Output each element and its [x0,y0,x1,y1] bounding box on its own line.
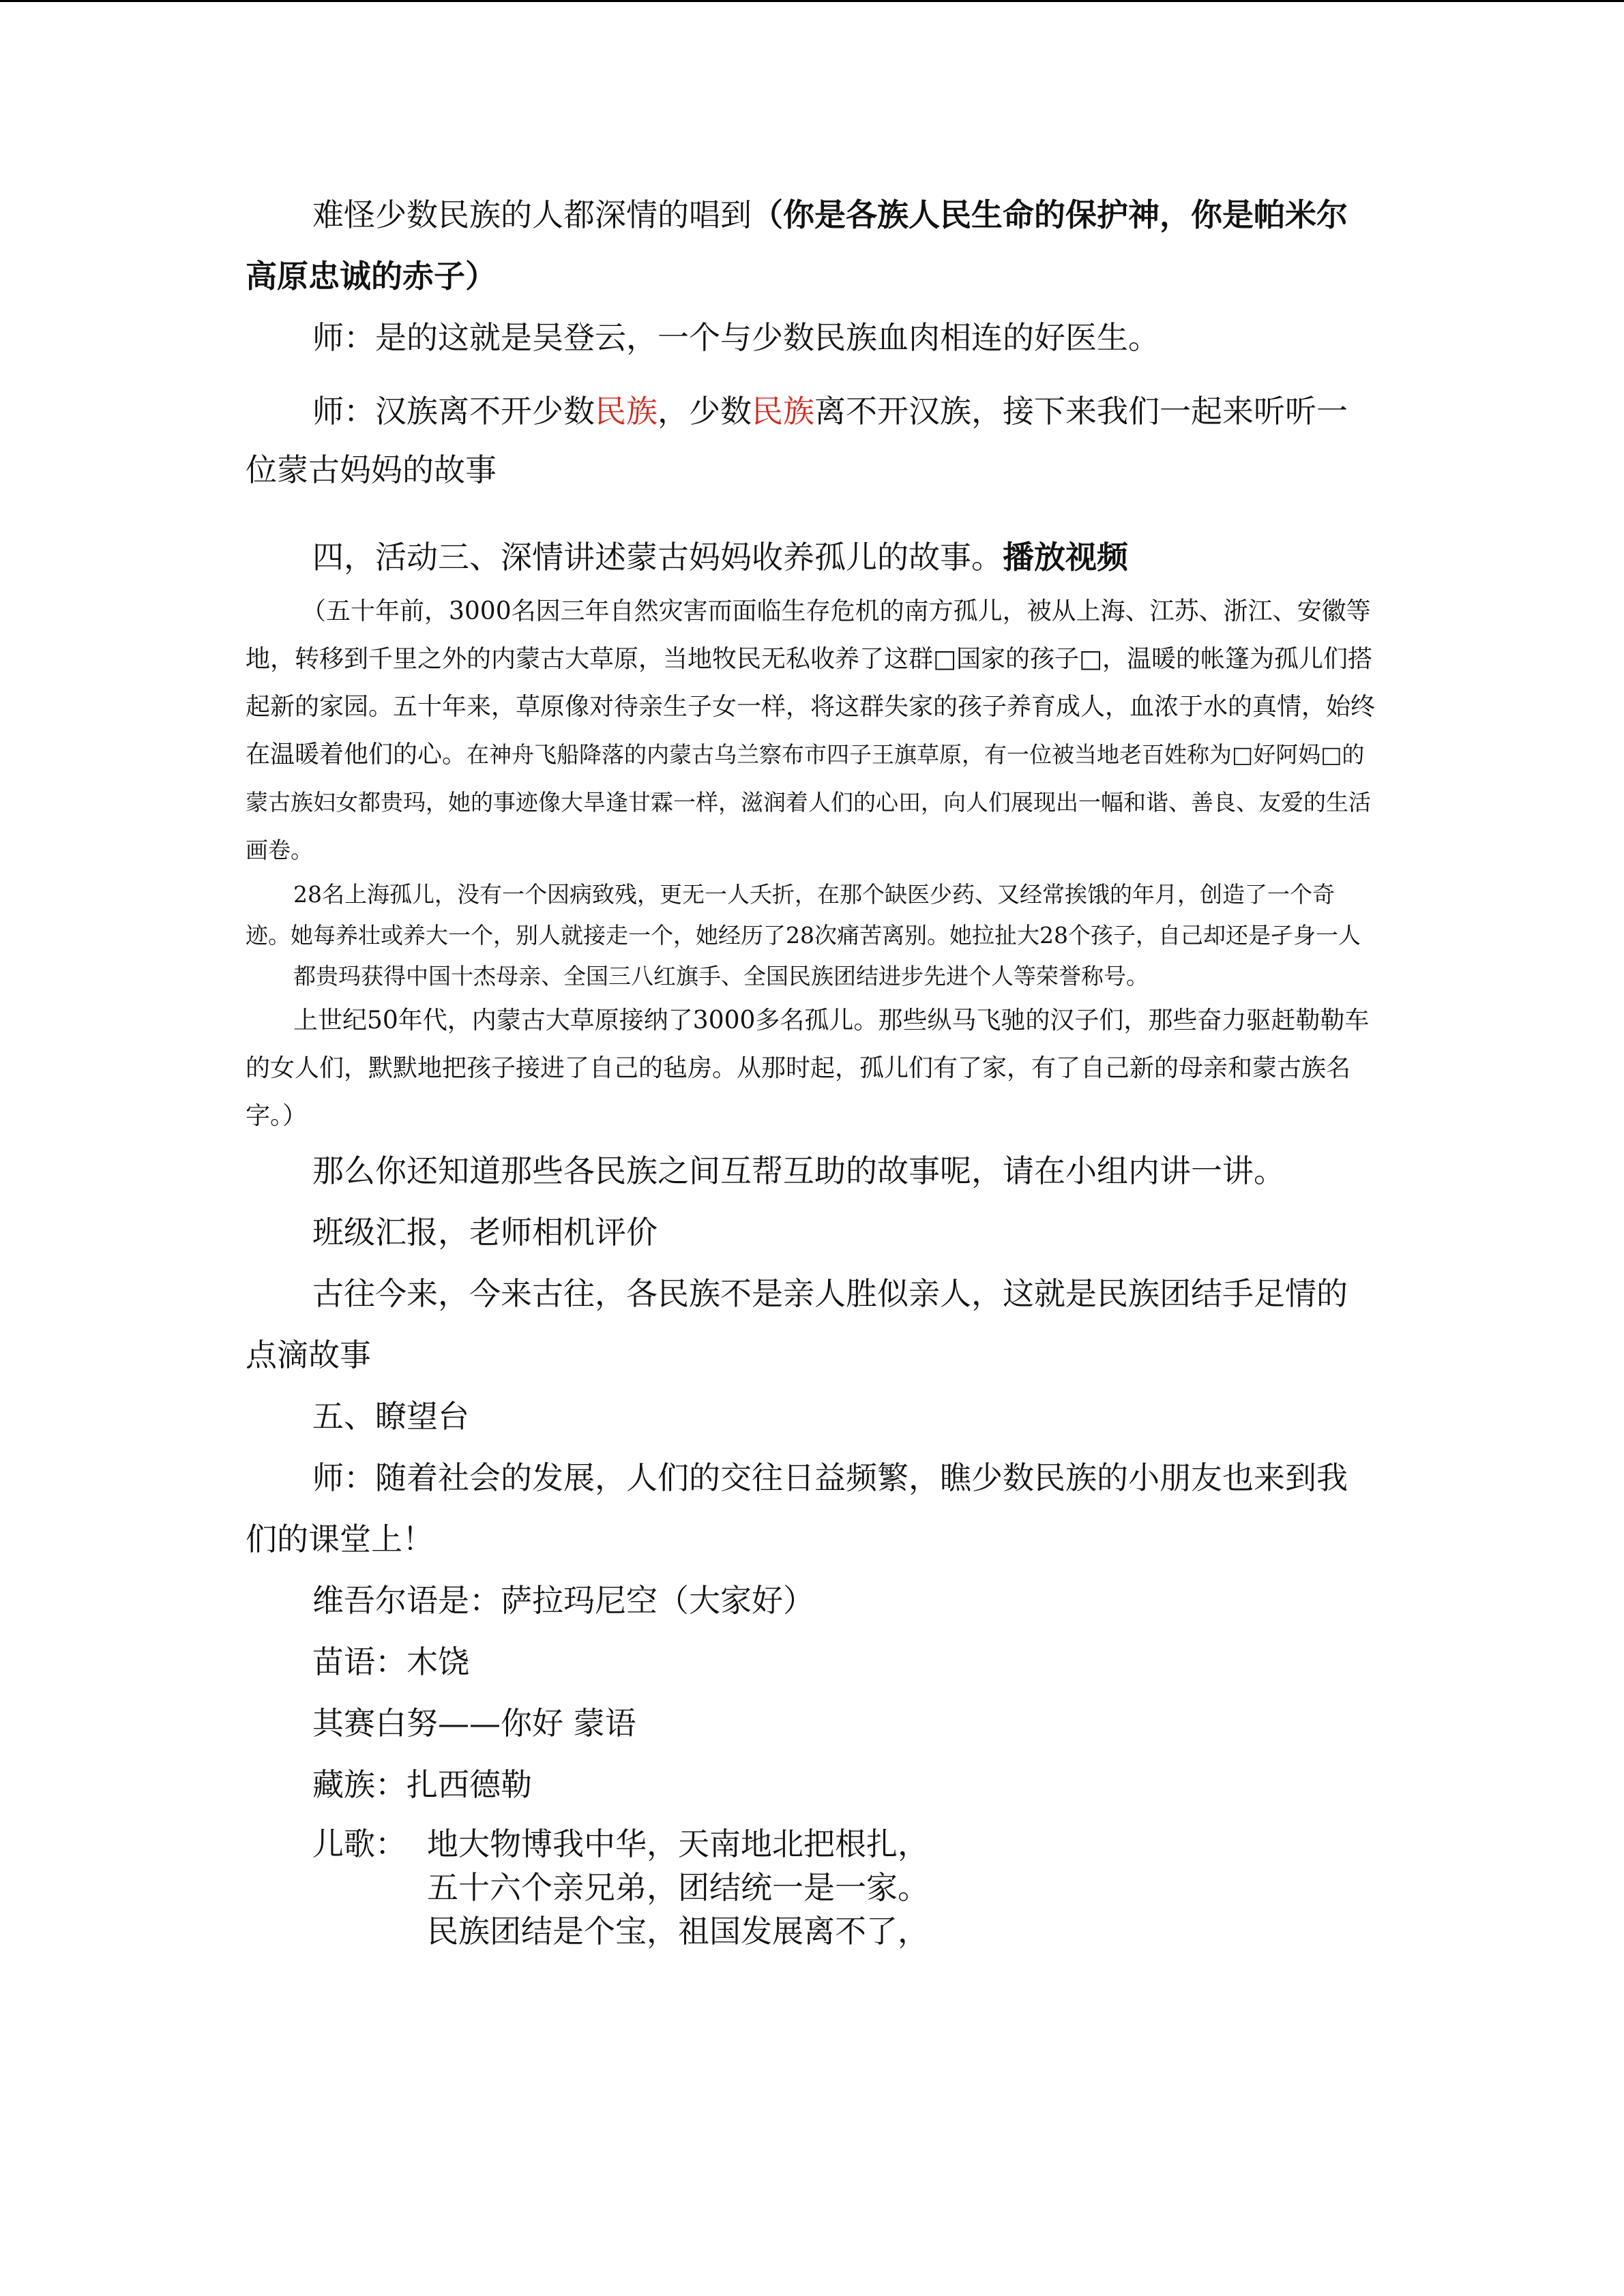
highlight-minzu-2: 民族 [752,393,814,430]
paragraph-teacher-transition: 师：汉族离不开少数民族，少数民族离不开汉族，接下来我们一起来听听一位蒙古妈妈的故事 [246,393,1348,488]
greeting-mongolian: 其赛白努——你好 蒙语 [312,1705,636,1742]
paragraph-song-intro [246,184,1378,307]
orphan-story-detail: 在神舟飞船降落的内蒙古乌兰察布市四子王旗草原，有一位被当地老百姓称为□好阿妈□的蒙古族妇女都贵玛，她的事迹像大旱逢甘霖一样，滋润着人们的心田，向人们展现出一幅和谐、善良、友爱的生活画卷。 [246,741,1371,863]
section-five-heading: 五、瞭望台 [312,1398,469,1435]
play-video-label: 播放视频 [1003,539,1128,576]
children-song-lines [427,1822,929,1953]
song-intro-text: 难怪少数民族的人都深情的唱到 [312,196,752,233]
paragraph-teacher-wudengyun: 师：是的这就是吴登云，一个与少数民族血肉相连的好医生。 [312,319,1160,356]
children-song [246,1822,1378,1953]
paragraph-grassland: 上世纪50年代，内蒙古大草原接纳了3000多名孤儿。那些纵马飞驰的汉子们，那些奋力驱赶勒勒车的女人们，默默地把孩子接进了自己的毡房。从那时起，孤儿们有了家，有了自己新的母亲和蒙古族名字。） [246,1007,1370,1130]
paragraph-28-orphans: 28名上海孤儿，没有一个因病致残，更无一人夭折，在那个缺医少药、又经常挨饿的年月，创造了一个奇迹。她每养壮或养大一个，别人就接走一个，她经历了28次痛苦离别。她拉扯大28个孩子，自己却还是孑身一人 [246,881,1361,949]
paragraph-class-report: 班级汇报，老师相机评价 [312,1214,658,1251]
paragraph-unity-story: 古往今来，今来古往，各民族不是亲人胜似亲人，这就是民族团结手足情的点滴故事 [246,1275,1348,1373]
paragraph-group-discussion: 那么你还知道那些各民族之间互帮互助的故事呢，请在小组内讲一讲。 [312,1152,1285,1189]
song-line: 地大物博我中华，天南地北把根扎， [427,1825,929,1862]
song-intro-lyric: （你是各族人民生命的保护神，你是帕米尔高原忠诚的赤子） [246,196,1348,295]
song-line: 五十六个亲兄弟，团结统一是一家。 [427,1869,929,1906]
greeting-tibetan: 藏族：扎西德勒 [312,1766,532,1803]
song-line: 民族团结是个宝，祖国发展离不了， [427,1913,929,1950]
top-border-line [0,0,1624,2]
paragraph-honors: 都贵玛获得中国十杰母亲、全国三八红旗手、全国民族团结进步先进个人等荣誉称号。 [293,963,1149,989]
children-song-label: 儿歌： [312,1825,407,1862]
paragraph-teacher-classroom: 师：随着社会的发展，人们的交往日益频繁，瞧少数民族的小朋友也来到我们的课堂上！ [246,1459,1348,1557]
greeting-miao: 苗语：木饶 [312,1643,469,1680]
highlight-minzu-1: 民族 [595,393,658,430]
activity-three-heading: 四，活动三、深情讲述蒙古妈妈收养孤儿的故事。播放视频 [312,539,1128,576]
greeting-uyghur: 维吾尔语是：萨拉玛尼空（大家好） [312,1582,814,1619]
paragraph-orphan-story: （五十年前，3000名因三年自然灾害而面临生存危机的南方孤儿，被从上海、江苏、浙江、安徽等地，转移到千里之外的内蒙古大草原，当地牧民无私收养了这群□国家的孩子□，温暖的帐篷为孤儿们搭起新的家园。五十年来，草原像对待亲生子女一样，将这群失家的孩子养育成人，血浓于水的真情，始终在温暖着他们的心。在神舟飞船降落的内蒙古乌兰察布市四子王旗草原，有一位被当地老百姓称为□好阿妈□的蒙古族妇女都贵玛，她的事迹像大旱逢甘霖一样，滋润着人们的心田，向人们展现出一幅和谐、善良、友爱的生活画卷。 [246,597,1376,863]
document-page [246,184,1378,1953]
